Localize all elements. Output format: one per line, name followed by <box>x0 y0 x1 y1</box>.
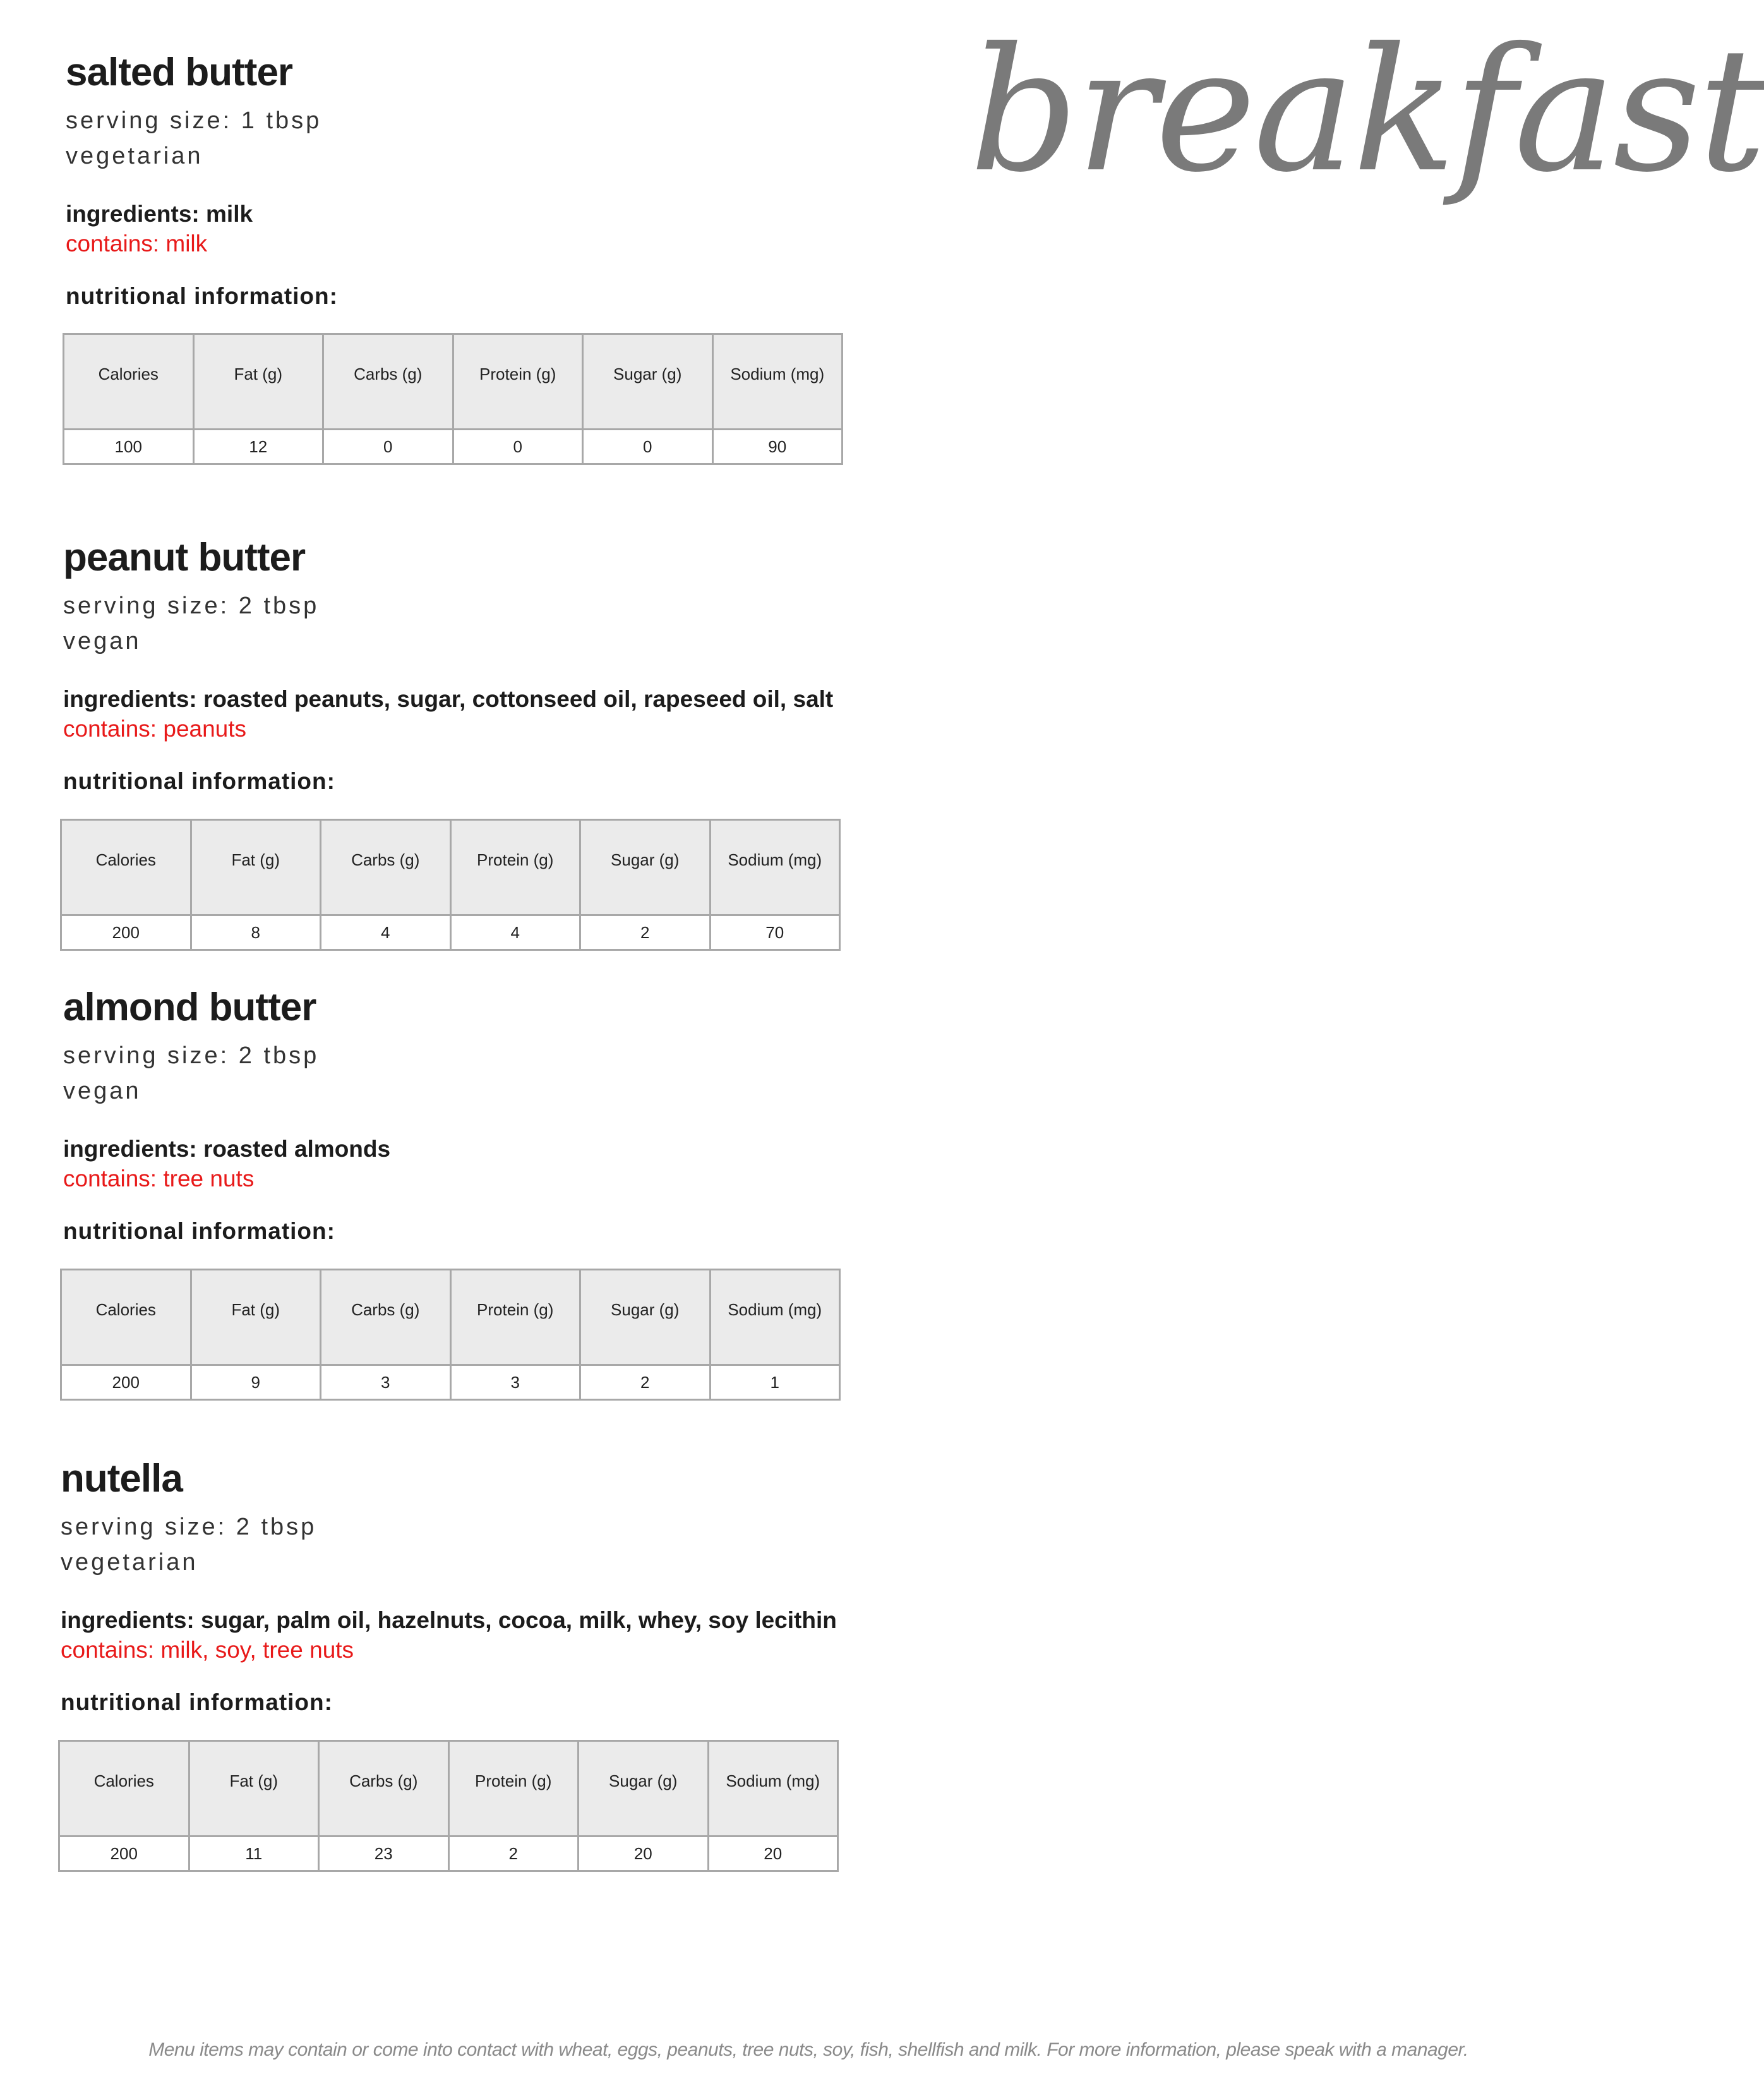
calories-value: 200 <box>61 1365 191 1400</box>
nutrition-heading: nutritional information: <box>61 1689 333 1715</box>
item-name: peanut butter <box>63 536 306 579</box>
calories-value: 200 <box>59 1837 189 1871</box>
table-header-row <box>61 1270 840 1365</box>
item-name: salted butter <box>66 51 293 94</box>
sodium-value: 70 <box>710 915 840 950</box>
table-row <box>61 915 840 950</box>
header-sodium: Sodium (mg) <box>710 1270 840 1365</box>
carbs-value: 3 <box>321 1365 451 1400</box>
header-fat: Fat (g) <box>191 820 321 915</box>
fat-value: 11 <box>189 1837 319 1871</box>
header-protein: Protein (g) <box>448 1741 579 1837</box>
header-fat: Fat (g) <box>193 334 323 430</box>
serving-size: serving size: 2 tbsp <box>63 1042 320 1069</box>
diet-label: vegan <box>63 1078 141 1104</box>
sodium-value: 1 <box>710 1365 840 1400</box>
table-row <box>59 1837 838 1871</box>
sugar-value: 20 <box>579 1837 709 1871</box>
protein-value: 4 <box>450 915 580 950</box>
header-sodium: Sodium (mg) <box>710 820 840 915</box>
fat-value: 8 <box>191 915 321 950</box>
allergen-text: contains: tree nuts <box>63 1166 255 1191</box>
nutrition-heading: nutritional information: <box>66 283 338 309</box>
diet-label: vegetarian <box>61 1549 198 1576</box>
nutrition-table-nutella <box>58 1740 839 1872</box>
calories-value: 200 <box>61 915 191 950</box>
nutrition-table-salted-butter <box>63 333 843 465</box>
menu-item-almond-butter <box>63 988 884 1243</box>
allergen-text: contains: milk <box>66 231 208 256</box>
menu-item-nutella <box>61 1459 882 1714</box>
allergen-disclaimer: Menu items may contain or come into contact with wheat, eggs, peanuts, tree nuts, soy, fish, shellfish and milk. For more information, please speak with a manager. <box>148 2039 1468 2060</box>
diet-label: vegetarian <box>66 143 203 169</box>
header-fat: Fat (g) <box>189 1741 319 1837</box>
header-calories: Calories <box>61 820 191 915</box>
table-header-row <box>64 334 843 430</box>
ingredients-text: ingredients: roasted almonds <box>63 1136 391 1162</box>
carbs-value: 4 <box>321 915 451 950</box>
serving-size: serving size: 2 tbsp <box>61 1514 317 1540</box>
allergen-text: contains: milk, soy, tree nuts <box>61 1637 354 1663</box>
sodium-value: 20 <box>708 1837 838 1871</box>
header-carbs: Carbs (g) <box>321 820 451 915</box>
menu-item-peanut-butter <box>63 538 884 793</box>
header-carbs: Carbs (g) <box>321 1270 451 1365</box>
table-row <box>61 1365 840 1400</box>
table-row <box>64 430 843 464</box>
item-name: nutella <box>61 1457 183 1500</box>
ingredients-text: ingredients: roasted peanuts, sugar, cottonseed oil, rapeseed oil, salt <box>63 686 834 712</box>
header-carbs: Carbs (g) <box>319 1741 449 1837</box>
nutrition-table-almond-butter <box>60 1269 841 1401</box>
item-name: almond butter <box>63 986 316 1029</box>
header-protein: Protein (g) <box>450 1270 580 1365</box>
fat-value: 12 <box>193 430 323 464</box>
header-calories: Calories <box>59 1741 189 1837</box>
protein-value: 0 <box>453 430 583 464</box>
diet-label: vegan <box>63 628 141 654</box>
header-protein: Protein (g) <box>450 820 580 915</box>
serving-size: serving size: 2 tbsp <box>63 593 320 619</box>
table-header-row <box>61 820 840 915</box>
ingredients-text: ingredients: milk <box>66 201 253 227</box>
header-sodium: Sodium (mg) <box>712 334 843 430</box>
protein-value: 3 <box>450 1365 580 1400</box>
fat-value: 9 <box>191 1365 321 1400</box>
header-calories: Calories <box>64 334 194 430</box>
calories-value: 100 <box>64 430 194 464</box>
protein-value: 2 <box>448 1837 579 1871</box>
nutrition-table-peanut-butter <box>60 819 841 951</box>
header-sugar: Sugar (g) <box>579 1741 709 1837</box>
sugar-value: 2 <box>580 1365 711 1400</box>
allergen-text: contains: peanuts <box>63 716 247 742</box>
carbs-value: 0 <box>323 430 453 464</box>
header-sugar: Sugar (g) <box>580 1270 711 1365</box>
ingredients-text: ingredients: sugar, palm oil, hazelnuts, cocoa, milk, whey, soy lecithin <box>61 1607 837 1633</box>
sugar-value: 2 <box>580 915 711 950</box>
sugar-value: 0 <box>583 430 713 464</box>
header-sodium: Sodium (mg) <box>708 1741 838 1837</box>
nutrition-heading: nutritional information: <box>63 768 335 794</box>
header-calories: Calories <box>61 1270 191 1365</box>
table-header-row <box>59 1741 838 1837</box>
header-protein: Protein (g) <box>453 334 583 430</box>
header-carbs: Carbs (g) <box>323 334 453 430</box>
sodium-value: 90 <box>712 430 843 464</box>
serving-size: serving size: 1 tbsp <box>66 107 322 134</box>
header-sugar: Sugar (g) <box>583 334 713 430</box>
carbs-value: 23 <box>319 1837 449 1871</box>
header-fat: Fat (g) <box>191 1270 321 1365</box>
menu-item-salted-butter <box>66 53 887 308</box>
header-sugar: Sugar (g) <box>580 820 711 915</box>
nutrition-heading: nutritional information: <box>63 1218 335 1244</box>
page-title: breakfast <box>969 11 1764 210</box>
